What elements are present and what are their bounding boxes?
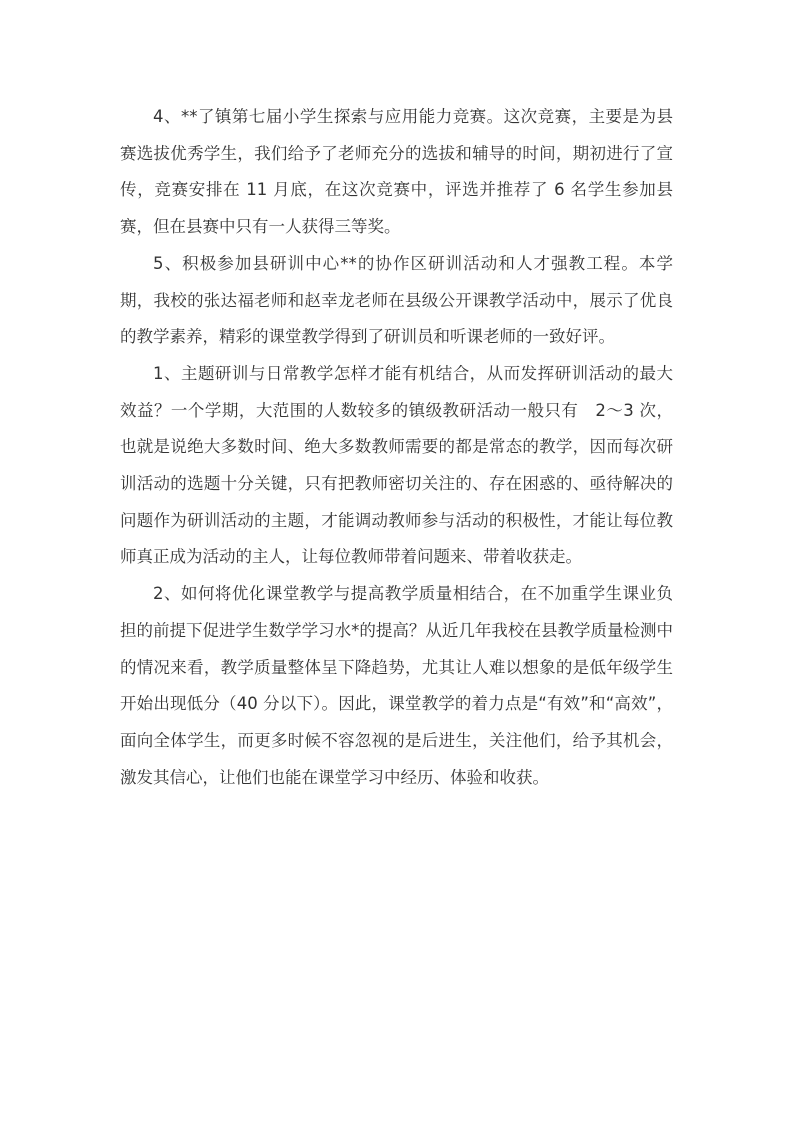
paragraph-competition: 4、**了镇第七届小学生探索与应用能力竞赛。这次竞赛，主要是为县赛选拔优秀学生，我们给予了老师充分的选拔和辅导的时间，期初进行了宣传，竞赛安排在 11 月底，在这次竞赛中，评选并推荐了 6 名学生参加县赛，但在县赛中只有一人获得三等奖。 bbox=[120, 107, 673, 237]
paragraph-county-research: 5、积极参加县研训中心**的协作区研训活动和人才强教工程。本学期，我校的张达福老师和赵幸龙老师在县级公开课教学活动中，展示了优良的教学素养，精彩的课堂教学得到了研训员和听课老师的一致好评。 bbox=[120, 253, 673, 347]
paragraph-teaching-quality: 2、如何将优化课堂教学与提高教学质量相结合，在不加重学生课业负担的前提下促进学生数学学习水*的提高？从近几年我校在县教学质量检测中的情况来看，教学质量整体呈下降趋势，尤其让人难以想象的是低年级学生开始出现低分（40 分以下）。因此，课堂教学的着力点是“有效”和“高效”，面向全体学生，而更多时候不容忽视的是后进生，关注他们，给予其机会，激发其信心，让他们也能在课堂学习中经历、体验和收获。 bbox=[120, 584, 673, 787]
document-body bbox=[120, 99, 673, 796]
paragraph-theme-research: 1、主题研训与日常教学怎样才能有机结合，从而发挥研训活动的最大效益？一个学期，大范围的人数较多的镇级教研活动一般只有 2～3 次，也就是说绝大多数时间、绝大多数教师需要的都是常态的教学，因而每次研训活动的选题十分关键，只有把教师密切关注的、存在困惑的、亟待解决的问题作为研训活动的主题，才能调动教师参与活动的积极性，才能让每位教师真正成为活动的主人，让每位教师带着问题来、带着收获走。 bbox=[120, 363, 673, 567]
